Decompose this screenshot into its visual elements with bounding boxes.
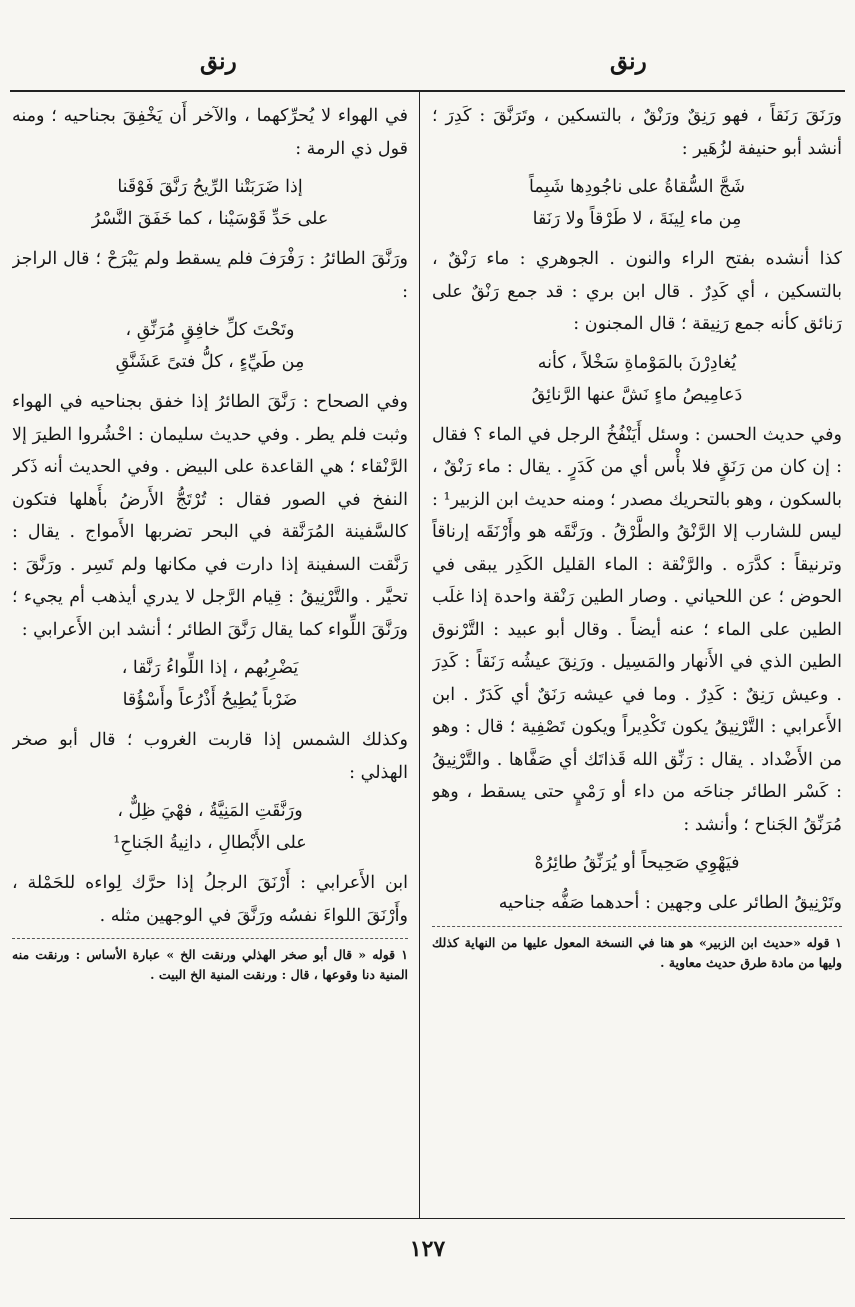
verse-line: ضَرْباً يُطِيحُ أَذْرُعاً وأَسْؤُقا	[122, 690, 298, 710]
verse	[432, 171, 842, 235]
footnote-area	[432, 926, 842, 973]
verse-line: مِن ماء لِينَةَ ، لا طَرْقاً ولا رَنَقا	[532, 209, 742, 229]
paragraph: ورَنَقَ رَنَقاً ، فهو رَنِقٌ ورَنْقٌ ، بالتسكين ، وتَرَنَّقَ : كَدِرَ ؛ أنشد أبو حنيفة لزُهَير :	[432, 106, 842, 159]
verse	[12, 652, 408, 716]
running-header-right: رنق	[610, 48, 647, 75]
verse	[12, 171, 408, 235]
footnote-area	[12, 938, 408, 985]
paragraph: ورَنَّقَ الطائرُ : رَفْرَفَ فلم يسقط ولم يَبْرَحْ ؛ قال الراجز :	[12, 249, 408, 302]
verse-line: فيَهْوِي صَحِيحاً أو يُرَنِّقُ طائِرُهْ	[534, 853, 740, 873]
verse	[432, 847, 842, 879]
paragraph: وكذلك الشمس إذا قاربت الغروب ؛ قال أبو صخر الهذلي :	[12, 730, 408, 783]
footnote: ١ قوله « قال أبو صخر الهذلي ورنقت الخ » عبارة الأساس : ورنقت منه المنية دنا وقوعها ، قال : ورنقت المنية الخ البيت .	[12, 947, 408, 982]
verse	[432, 347, 842, 411]
running-header-left: رنق	[200, 48, 237, 75]
verse-line: مِن طَيِّءٍ ، كلُّ فتىً عَشَنَّقِ	[115, 352, 305, 372]
verse-line: على حَدِّ قَوْسَيْنا ، كما خَفَقَ النَّسْرُ	[91, 209, 329, 229]
left-column	[12, 100, 408, 1204]
paragraph: وفي حديث الحسن : وسئل أَيَنْفُخُ الرجل في الماء ؟ فقال : إن كان من رَنَقٍ فلا بأْس أي من كَدَرٍ . يقال : ماء رَنْقٌ ، بالسكون ، وهو بالتحريك مصدر ؛ ومنه حديث ابن الزبير¹ : ليس للشارب إلا الرَّنْقُ والطَّرْقُ . ورَنَّقَه هو وأَرْنَقَه إرناقاً وترنيقاً : كدَّرَه . والرَّنْقة : الماء القليل الكَدِر يبقى في الحوض ؛ عن اللحياني . وصار الطين رَنْقة واحدة إذا غلَب الطين على الماء ؛ عنه أيضاً . وقال أبو عبيد : التَّرْنوق الطين الذي في الأَنهار والمَسِيل . ورَنِقَ عيشُه رَنَقاً : كَدِرَ . وعيش رَنِقٌ : كَدِرٌ . وما في عيشه رَنَقٌ أي كَدَرٌ . ابن الأَعرابي : التَّرْنِيقُ يكون تَكْدِيراً ويكون تَصْفِية ؛ قال : وهو من الأَضْداد . يقال : رَنِّق الله قَذاتَك أي صَفَّاها . والتَّرْنِيقُ : كَسْر الطائر جناحَه من داء أو رَمْيٍ حتى يسقط ، وهو مُرَنِّقُ الجَناح ؛ وأنشد :	[432, 424, 842, 835]
paragraph: وفي الصحاح : رَنَّقَ الطائرُ إذا خفق بجناحيه في الهواء وثبت فلم يطر . وفي حديث سليمان : احْشُروا الطيرَ إلا الرَّنْقاء ؛ هي القاعدة على البيض . وفي الحديث أنه ذَكر النفخ في الصور فقال : تُرْتَجُّ الأَرضُ بأَهلها فتكون كالسَّفينة المُرَنَّقة في البحر تضربها الأَمواج . يقال : رَنَّقت السفينة إذا دارت في مكانها ولم تَسِر . ورَنَّقَ : تحيَّر . والتَّرْنِيقُ : قِيام الرَّجل لا يدري أيذهب أم يجيء ؛ ورَنَّقَ اللِّواء كما يقال رَنَّقَ الطائر ؛ أنشد ابن الأَعرابي :	[12, 392, 408, 640]
paragraph: كذا أنشده بفتح الراء والنون . الجوهري : ماء رَنْقٌ ، بالتسكين ، أي كَدِرٌ . قال ابن بري : قد جمع رَنْقٌ على رَنائق كأنه جمع رَنِيقة ؛ قال المجنون :	[432, 249, 842, 334]
verse-line: على الأَبْطالِ ، دانِيةُ الجَناحِ¹	[113, 833, 307, 853]
right-column	[432, 100, 842, 1204]
top-rule	[10, 90, 845, 92]
paragraph: وتَرْنِيقُ الطائر على وجهين : أحدهما صَفُّه جناحيه	[498, 893, 842, 913]
verse-line: ورَنَّقَتِ المَنِيَّةُ ، فهْيَ ظِلٌّ ،	[117, 801, 303, 821]
verse-line: إذا ضَرَبَتْنا الرِّيحُ رَنَّقَ فَوْقَنا	[117, 177, 303, 197]
verse-line: دَعامِيصُ ماءٍ نَشَّ عنها الرَّنائِقُ	[531, 384, 743, 405]
verse-line: يَضْرِبُهم ، إذا اللِّواءُ رَنَّقا ،	[121, 658, 299, 678]
bottom-rule	[10, 1218, 845, 1219]
paragraph: في الهواء لا يُحرِّكهما ، والآخر أَن يَخْفِقَ بجناحيه ؛ ومنه قول ذي الرمة :	[12, 106, 408, 159]
verse-line: شَجَّ السُّقاةُ على ناجُودِها شَبِماً	[529, 177, 745, 197]
footnote: ١ قوله «حديث ابن الزبير» هو هنا في النسخة المعول عليها من النهاية كذلك وليها من مادة طرق حديث معاوية .	[432, 934, 842, 970]
column-divider	[419, 90, 420, 1218]
verse	[12, 314, 408, 378]
verse	[12, 795, 408, 859]
verse-line: وتَحْتَ كلِّ خافِقٍ مُرَنِّقِ ،	[125, 320, 295, 340]
paragraph: ابن الأَعرابي : أَرْنَقَ الرجلُ إذا حرَّك لِواءه للحَمْلة ، وأَرْنَقَ اللواءَ نفسُه ورَنَّقَ في الوجهين مثله .	[12, 873, 408, 926]
verse-line: يُغادِرْنَ بالمَوْماةِ سَخْلاً ، كأنه	[537, 352, 737, 373]
page-number: ١٢٧	[409, 1236, 446, 1262]
